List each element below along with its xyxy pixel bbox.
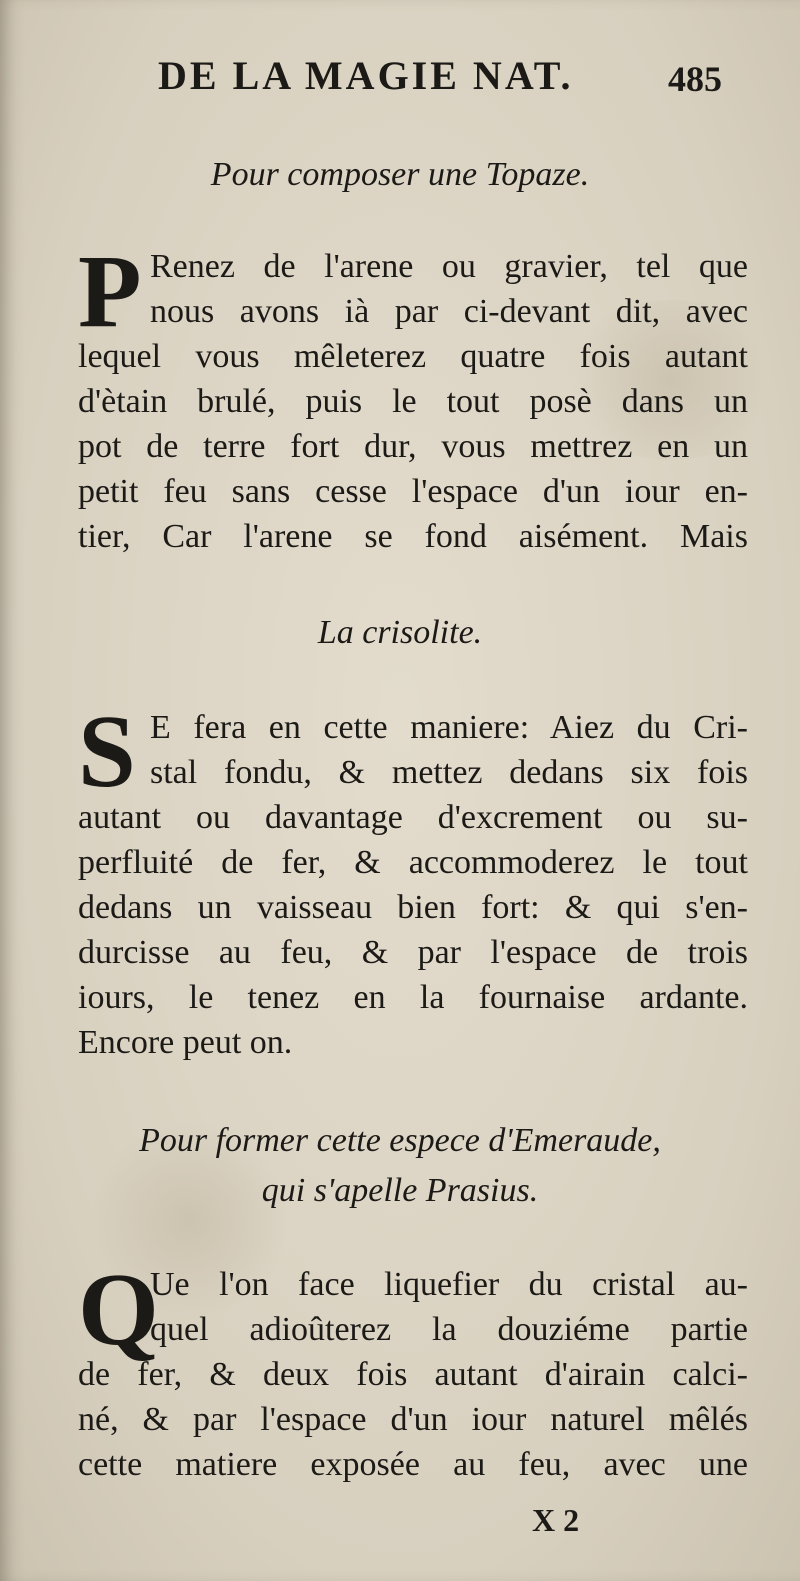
text-line: dedans un vaisseau bien fort: & qui s'en- xyxy=(78,889,748,926)
text-line: Encore peut on. xyxy=(78,1024,293,1061)
running-head: DE LA MAGIE NAT. xyxy=(158,53,574,98)
paragraph-crisolite xyxy=(78,705,748,1065)
text-line: de fer, & deux fois autant d'airain calci- xyxy=(78,1356,748,1393)
page-header xyxy=(0,52,800,112)
text-line: d'ètain brulé, puis le tout posè dans un xyxy=(78,383,748,420)
text-line: tier, Car l'arene se fond aisément. Mais xyxy=(78,518,748,555)
section-title-emeraude: Pour former cette espece d'Emeraude, xyxy=(139,1122,661,1159)
text-line: Ue l'on face liquefier du cristal au- xyxy=(150,1266,748,1303)
text-line: stal fondu, & mettez dedans six fois xyxy=(150,754,748,791)
signature-mark: X 2 xyxy=(532,1502,580,1538)
text-line: petit feu sans cesse l'espace d'un iour en- xyxy=(78,473,748,510)
text-line: né, & par l'espace d'un iour naturel mêlés xyxy=(78,1401,748,1438)
drop-cap: P xyxy=(78,234,142,349)
text-line: autant ou davantage d'excrement ou su- xyxy=(78,799,748,836)
text-line: cette matiere exposée au feu, avec une xyxy=(78,1446,748,1483)
text-line: E fera en cette maniere: Aiez du Cri- xyxy=(150,709,748,746)
section-title-emeraude-line2: qui s'apelle Prasius. xyxy=(261,1172,539,1209)
drop-cap: S xyxy=(78,694,136,809)
paragraph-emeraude xyxy=(78,1262,748,1487)
page-number: 485 xyxy=(668,59,722,99)
text-line: Renez de l'arene ou gravier, tel que xyxy=(150,248,748,285)
text-line: durcisse au feu, & par l'espace de trois xyxy=(78,934,748,971)
section-title-topaze: Pour composer une Topaze. xyxy=(210,156,590,193)
section-title-crisolite: La crisolite. xyxy=(317,614,483,651)
text-line: pot de terre fort dur, vous mettrez en un xyxy=(78,428,748,465)
text-line: nous avons ià par ci-devant dit, avec xyxy=(150,293,748,330)
paragraph-topaze xyxy=(78,244,748,559)
text-line: quel adioûterez la douziéme partie xyxy=(150,1311,748,1348)
text-line: perfluité de fer, & accommoderez le tout xyxy=(78,844,748,881)
drop-cap: Q xyxy=(78,1252,159,1367)
text-line: iours, le tenez en la fournaise ardante. xyxy=(78,979,748,1016)
text-line: lequel vous mêleterez quatre fois autant xyxy=(78,338,748,375)
